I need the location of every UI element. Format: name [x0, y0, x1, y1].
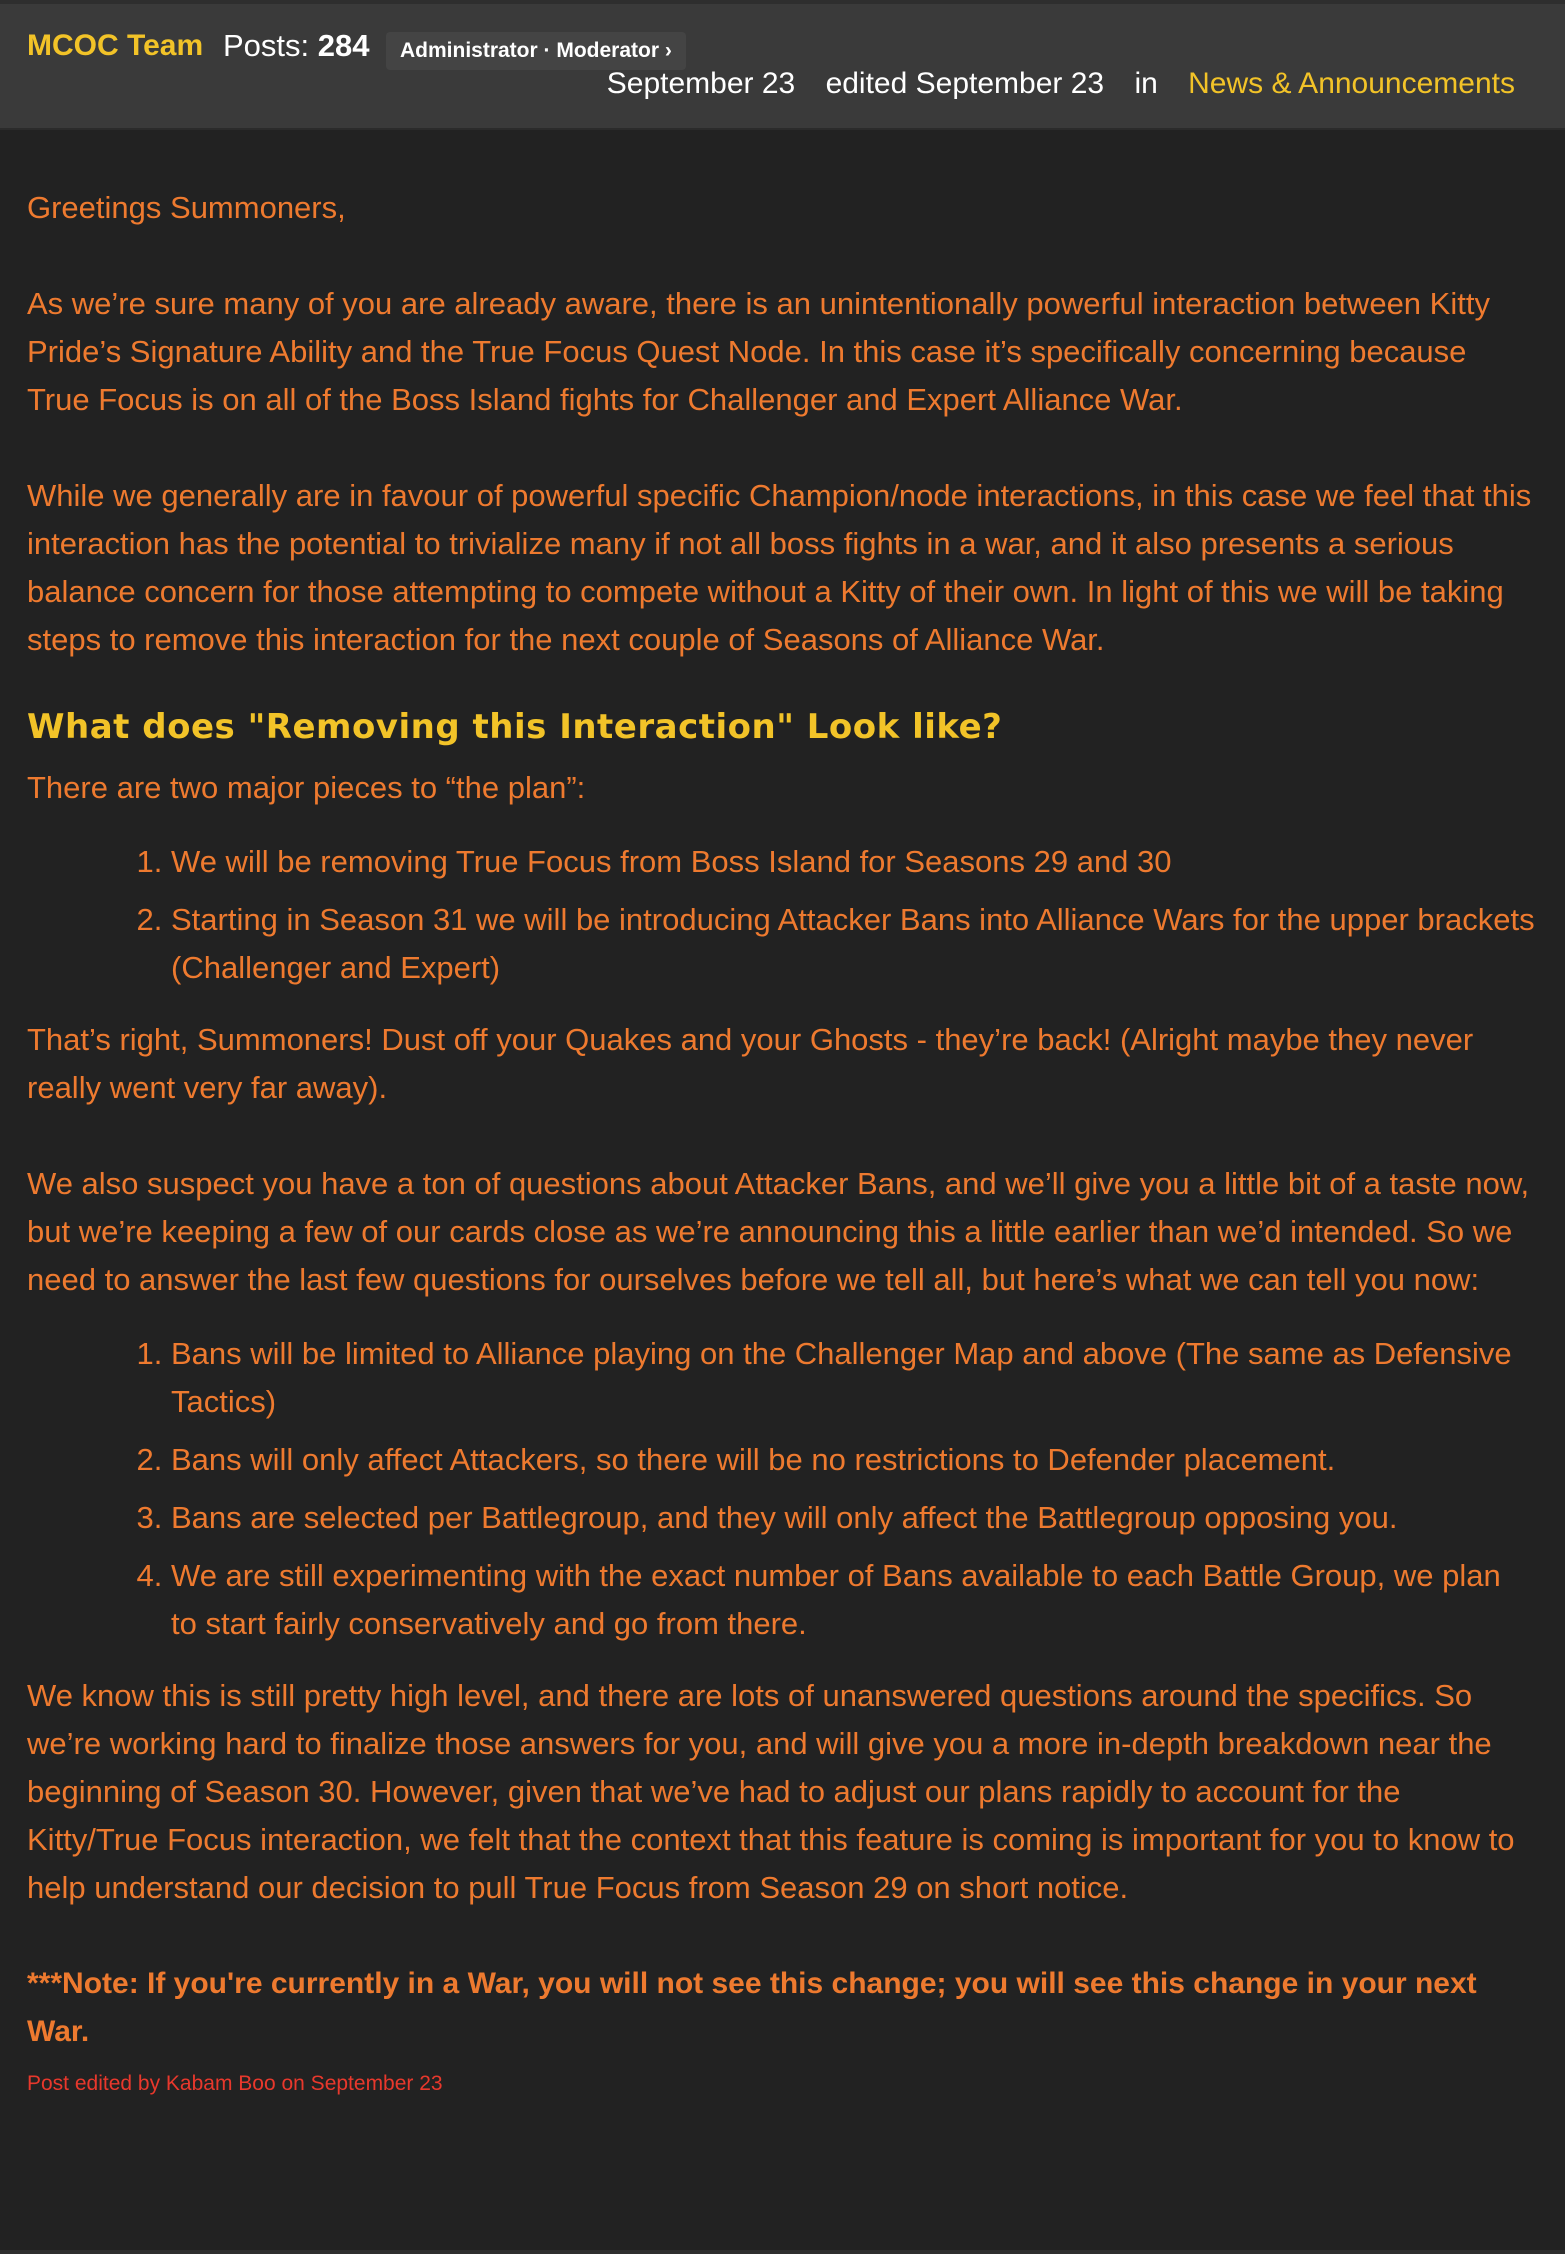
post-date[interactable]: September 23: [606, 67, 796, 100]
edited-by-note: Post edited by Kabam Boo on September 23: [27, 2072, 443, 2095]
posts-label: Posts:: [223, 28, 310, 63]
paragraph-attacker-bans: We also suspect you have a ton of questions about Attacker Bans, and we’ll give you a little bit of a taste now, but we’re keeping a few of our cards close as we’re announcing this a little earlier than we’d intended. So we need to answer the last few questions for ourselves before we tell all, but here’s what we can tell you now:: [27, 1166, 1530, 1297]
list-item: 2. Bans will only affect Attackers, so there will be no restrictions to Defender placement.: [171, 1436, 1535, 1484]
greeting: Greetings Summoners,: [27, 190, 346, 225]
list-item: 3. Bans are selected per Battlegroup, and they will only affect the Battlegroup opposing you.: [171, 1494, 1535, 1542]
paragraph-summoners: That’s right, Summoners! Dust off your Quakes and your Ghosts - they’re back! (Alright maybe they never really went very far away).: [27, 1022, 1474, 1105]
list-item: 1. We will be removing True Focus from Boss Island for Seasons 29 and 30: [171, 838, 1535, 886]
plan-list: [27, 838, 1535, 992]
in-label: in: [1134, 67, 1158, 100]
category-link[interactable]: News & Announcements: [1188, 67, 1515, 100]
list-item: 2. Starting in Season 31 we will be introducing Attacker Bans into Alliance Wars for the upper brackets (Challenger and Expert): [171, 896, 1535, 992]
section-heading: What does "Removing this Interaction" Look like?: [27, 707, 1003, 747]
post-body: [27, 184, 1535, 2100]
list-item: 1. Bans will be limited to Alliance playing on the Challenger Map and above (The same as Defensive Tactics): [171, 1330, 1535, 1426]
author-link[interactable]: MCOC Team: [27, 29, 204, 62]
post-meta-bar: [0, 4, 1565, 130]
list-item: 4. We are still experimenting with the exact number of Bans available to each Battle Group, we plan to start fairly conservatively and go from there.: [171, 1552, 1535, 1648]
war-note: ***Note: If you're currently in a War, you will not see this change; you will see this change in your next War.: [27, 1967, 1477, 2048]
role-badge[interactable]: Administrator · Moderator ›: [386, 32, 686, 70]
post-date-info: [607, 67, 1515, 101]
divider: [0, 2250, 1565, 2254]
edited-date: edited September 23: [825, 67, 1105, 100]
paragraph-intro: As we’re sure many of you are already aware, there is an unintentionally powerful interaction between Kitty Pride’s Signature Ability and the True Focus Quest Node. In this case it’s specifically concerning because True Focus is on all of the Boss Island fights for Challenger and Expert Alliance War.: [27, 286, 1490, 417]
bans-list: [27, 1330, 1535, 1648]
paragraph-closing: We know this is still pretty high level, and there are lots of unanswered questions around the specifics. So we’re working hard to finalize those answers for you, and will give you a more in-depth breakdown near the beginning of Season 30. However, given that we’ve had to adjust our plans rapidly to account for the Kitty/True Focus interaction, we felt that the context that this feature is coming is important for you to know to help understand our decision to pull True Focus from Season 29 on short notice.: [27, 1678, 1515, 1905]
paragraph-balance-concern: While we generally are in favour of powerful specific Champion/node interactions, in this case we feel that this interaction has the potential to trivialize many if not all boss fights in a war, and it also presents a serious balance concern for those attempting to compete without a Kitty of their own. In light of this we will be taking steps to remove this interaction for the next couple of Seasons of Alliance War.: [27, 478, 1532, 657]
plan-intro: There are two major pieces to “the plan”:: [27, 770, 586, 805]
posts-count-value: 284: [317, 28, 370, 63]
post-count: [223, 28, 370, 64]
